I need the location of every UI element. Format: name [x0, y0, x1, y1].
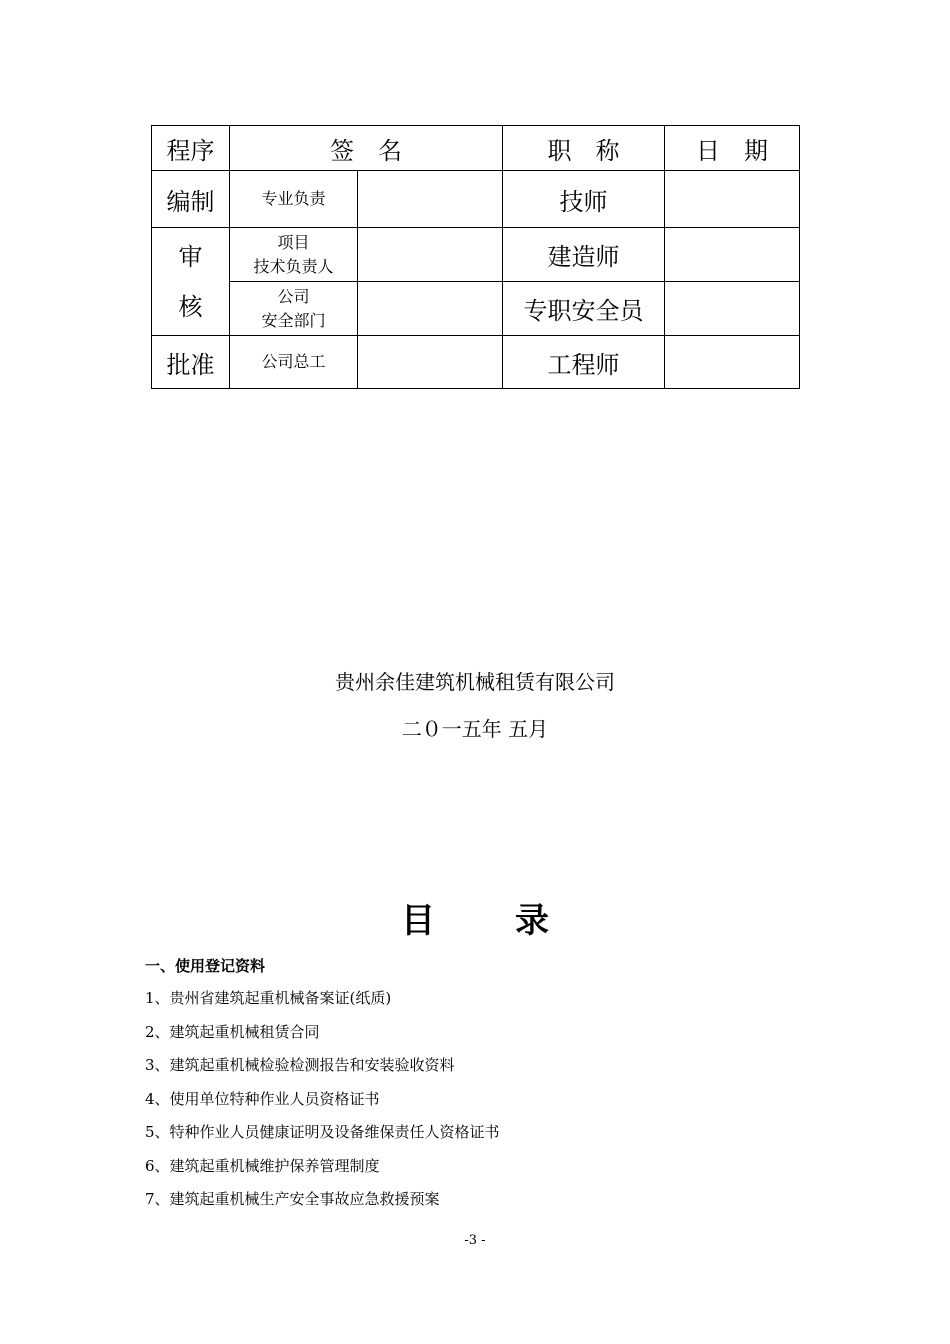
role-approve: 公司总工 — [230, 336, 358, 389]
page-number: -3 - — [464, 1233, 486, 1248]
document-date: 二０一五年 五月 — [401, 717, 549, 741]
table-row-review-2 — [152, 282, 800, 336]
role-compile: 专业负责 — [230, 171, 358, 228]
company-name: 贵州余佳建筑机械租赁有限公司 — [335, 670, 615, 694]
signature-cell-approve[interactable] — [358, 336, 503, 389]
title-compile: 技师 — [503, 171, 665, 228]
step-review-bottom: 核 — [178, 292, 203, 321]
signature-table — [151, 125, 800, 389]
table-row-compile — [152, 171, 800, 228]
title-approve: 工程师 — [503, 336, 665, 389]
role-review-company — [230, 282, 358, 336]
toc-item[interactable]: 2、建筑起重机械租赁合同 — [145, 1022, 320, 1041]
table-row-approve — [152, 336, 800, 389]
toc-title — [0, 893, 950, 942]
toc-item[interactable]: 3、建筑起重机械检验检测报告和安装验收资料 — [145, 1056, 455, 1074]
header-signature: 签 名 — [230, 126, 503, 171]
role-review-company-line1: 公司 — [277, 286, 310, 306]
role-review-project-line1: 项目 — [277, 232, 310, 252]
table-header-row — [152, 126, 800, 171]
toc-list — [145, 988, 500, 1223]
step-review — [152, 228, 230, 336]
toc-title-char-1: 目 — [401, 901, 435, 941]
table-row-review-1 — [152, 228, 800, 282]
toc-item[interactable]: 5、特种作业人员健康证明及设备维保责任人资格证书 — [145, 1123, 500, 1141]
role-review-project-line2: 技术负责人 — [253, 256, 334, 276]
date-cell-approve[interactable] — [665, 336, 800, 389]
date-cell-review-project[interactable] — [665, 228, 800, 282]
step-approve: 批准 — [152, 336, 230, 389]
date-cell-compile[interactable] — [665, 171, 800, 228]
role-review-company-line2: 安全部门 — [261, 310, 326, 330]
role-review-project — [230, 228, 358, 282]
toc-item[interactable]: 6、建筑起重机械维护保养管理制度 — [145, 1156, 380, 1175]
toc-item[interactable]: 4、使用单位特种作业人员资格证书 — [145, 1089, 380, 1108]
header-date: 日 期 — [665, 126, 800, 171]
step-compile: 编制 — [152, 171, 230, 228]
signature-cell-review-project[interactable] — [358, 228, 503, 282]
toc-item[interactable]: 7、建筑起重机械生产安全事故应急救援预案 — [145, 1190, 440, 1208]
toc-section-heading: 一、使用登记资料 — [145, 957, 266, 975]
toc-item[interactable]: 1、贵州省建筑起重机械备案证(纸质) — [145, 989, 392, 1007]
step-review-top: 审 — [178, 242, 203, 271]
toc-title-char-2: 录 — [515, 901, 549, 941]
title-review-project: 建造师 — [503, 228, 665, 282]
header-procedure: 程序 — [152, 126, 230, 171]
date-cell-review-company[interactable] — [665, 282, 800, 336]
signature-cell-compile[interactable] — [358, 171, 503, 228]
header-title: 职 称 — [503, 126, 665, 171]
signature-cell-review-company[interactable] — [358, 282, 503, 336]
title-review-company: 专职安全员 — [503, 282, 665, 336]
